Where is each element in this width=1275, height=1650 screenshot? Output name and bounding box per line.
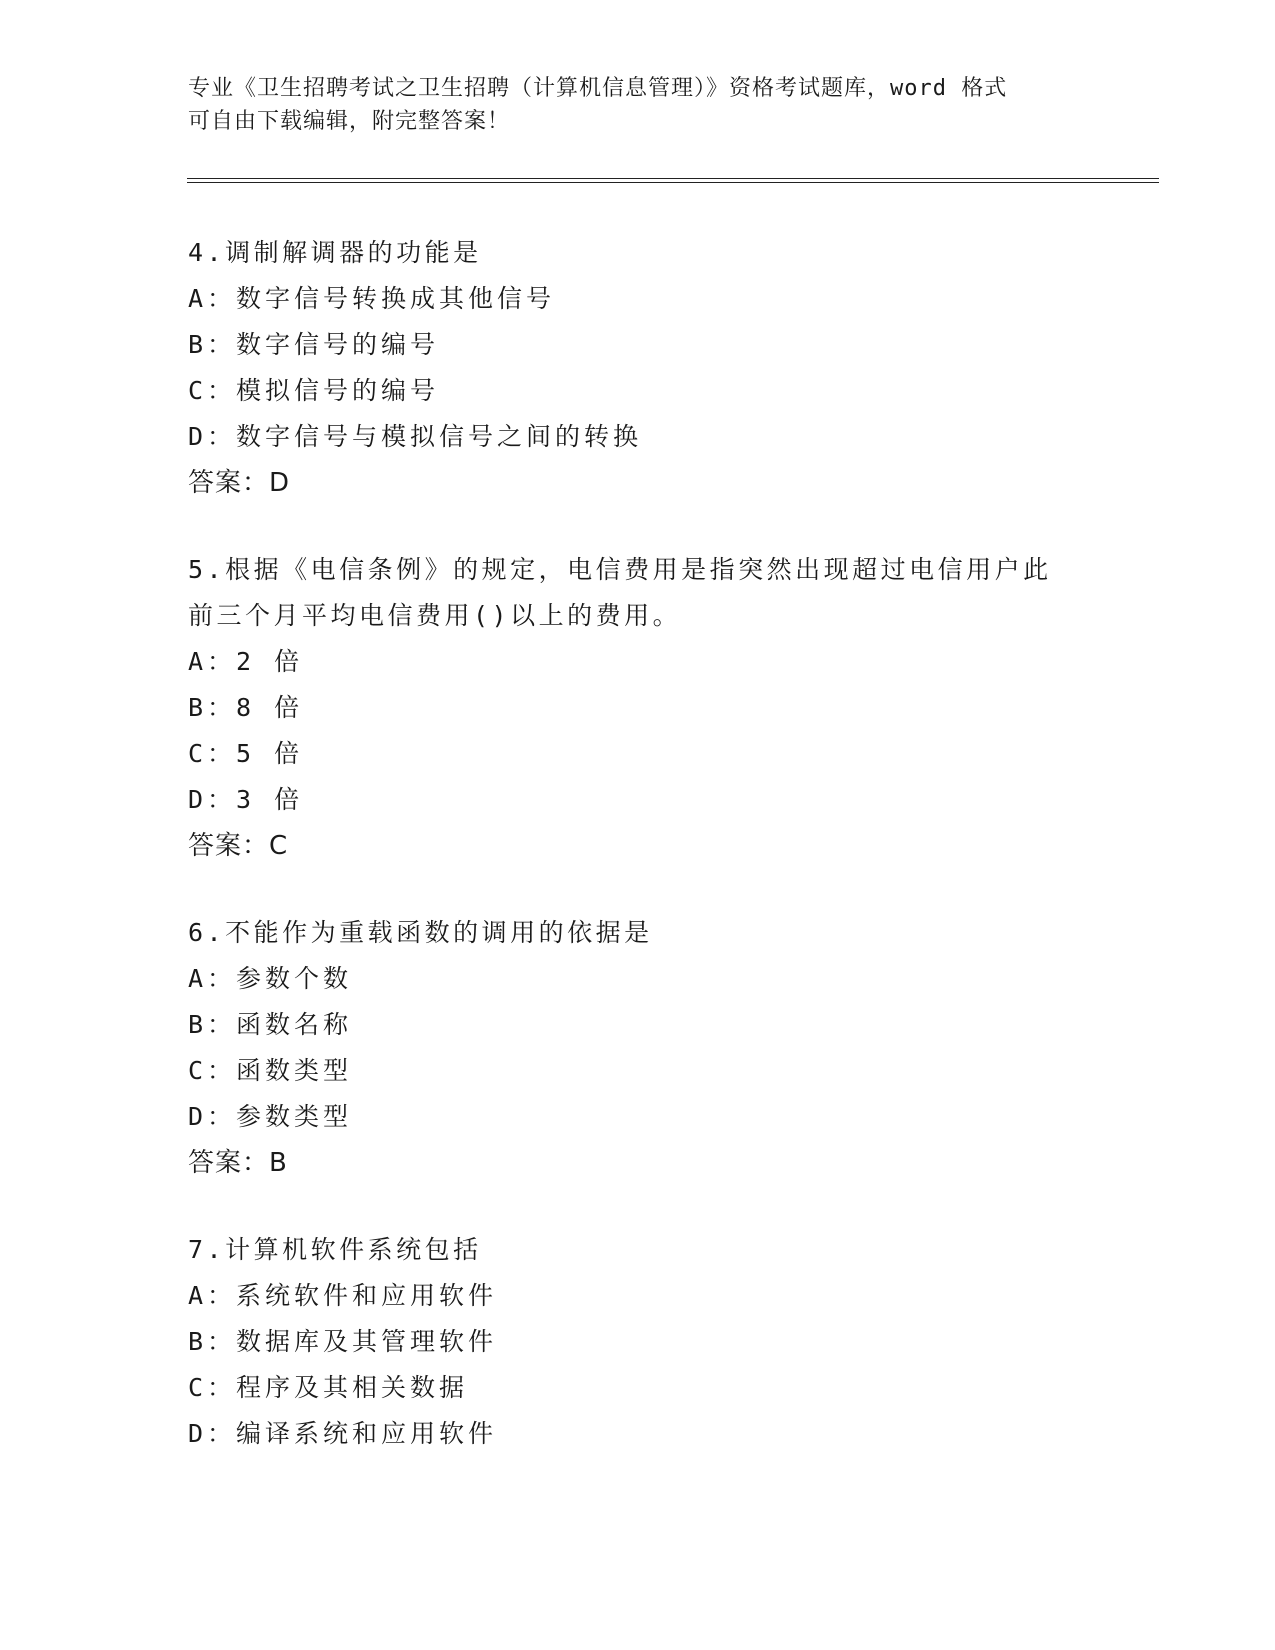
option-b: B：数字信号的编号 — [188, 330, 440, 359]
question-7 — [188, 1227, 1088, 1457]
option-a: A：数字信号转换成其他信号 — [188, 284, 556, 313]
header-line-1: 专业《卫生招聘考试之卫生招聘（计算机信息管理）》资格考试题库，word 格式 — [188, 76, 1008, 101]
option-d: D：编译系统和应用软件 — [188, 1419, 498, 1448]
option-d: D：参数类型 — [188, 1102, 353, 1131]
document-header — [188, 72, 1088, 138]
question-list — [188, 230, 1088, 1498]
option-c: C：模拟信号的编号 — [188, 376, 440, 405]
option-c: C：函数类型 — [188, 1056, 353, 1085]
question-stem: 6.不能作为重载函数的调用的依据是 — [188, 918, 653, 947]
question-stem: 5.根据《电信条例》的规定，电信费用是指突然出现超过电信用户此 — [188, 555, 1052, 584]
header-divider — [187, 178, 1159, 183]
option-d: D：3 倍 — [188, 785, 304, 814]
answer-label: 答案：C — [188, 831, 289, 861]
question-4 — [188, 230, 1088, 506]
answer-label: 答案：D — [188, 468, 291, 498]
option-c: C：程序及其相关数据 — [188, 1373, 469, 1402]
question-6 — [188, 910, 1088, 1186]
option-b: B：8 倍 — [188, 693, 304, 722]
option-a: A：2 倍 — [188, 647, 304, 676]
option-c: C：5 倍 — [188, 739, 304, 768]
option-b: B：数据库及其管理软件 — [188, 1327, 498, 1356]
question-stem-continued: 前三个月平均电信费用()以上的费用。 — [188, 601, 682, 630]
header-line-2: 可自由下载编辑，附完整答案！ — [188, 109, 511, 134]
option-a: A：参数个数 — [188, 964, 353, 993]
answer-label: 答案：B — [188, 1148, 288, 1178]
question-stem: 7.计算机软件系统包括 — [188, 1235, 482, 1264]
option-b: B：函数名称 — [188, 1010, 353, 1039]
question-5 — [188, 547, 1088, 869]
option-d: D：数字信号与模拟信号之间的转换 — [188, 422, 643, 451]
question-stem: 4.调制解调器的功能是 — [188, 238, 482, 267]
option-a: A：系统软件和应用软件 — [188, 1281, 498, 1310]
